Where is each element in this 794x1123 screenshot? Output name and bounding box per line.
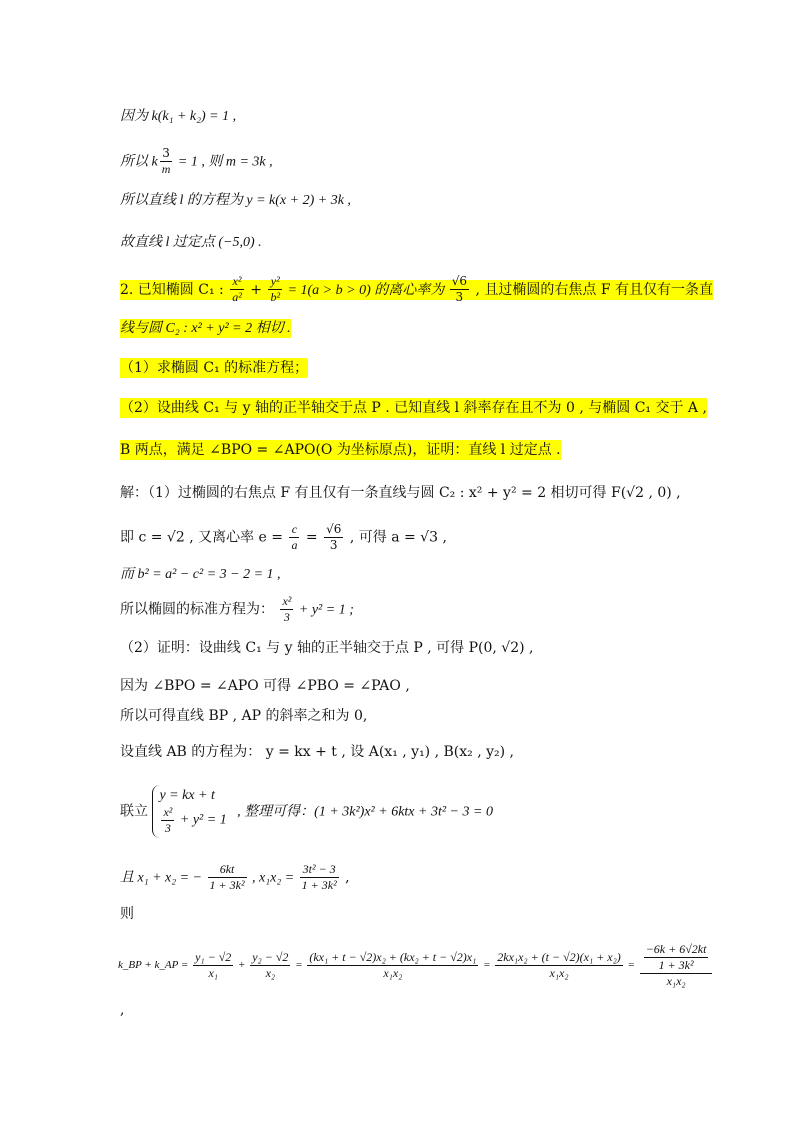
question-line-1 xyxy=(120,274,713,305)
numerator: y² xyxy=(268,274,282,290)
solution-line-6 xyxy=(120,676,410,696)
text: 因为 k(k₁ + k₂) = 1 , xyxy=(120,109,237,124)
text: + xyxy=(235,959,249,972)
line-3 xyxy=(120,190,351,211)
text: 所以椭圆的标准方程为： xyxy=(120,601,279,618)
question-sub-2a xyxy=(120,398,707,418)
text: , xyxy=(120,1002,125,1018)
denominator: a xyxy=(291,538,298,552)
denominator: a² xyxy=(232,290,242,304)
line-1 xyxy=(120,106,236,127)
text: k_BP + k_AP = xyxy=(118,959,192,972)
text: 所以 k xyxy=(120,154,158,170)
solution-line-5 xyxy=(120,638,534,658)
text: （2）设曲线 C₁ 与 y 轴的正半轴交于点 P . 已知直线 l 斜率存在且不为 0 , 与椭圆 C₁ 交于 A , xyxy=(120,400,707,416)
fraction xyxy=(324,522,343,553)
solution-line-10 xyxy=(120,862,350,893)
numerator: x² xyxy=(282,594,292,608)
solution-line-12 xyxy=(118,942,714,989)
solution-line-13 xyxy=(120,1000,124,1020)
text: + y² = 1 ; xyxy=(295,602,354,618)
text: = xyxy=(292,959,306,972)
text: = 1(a > b > 0) 的离心率为 xyxy=(284,282,448,298)
equation: y = kx + t xyxy=(159,788,215,803)
numerator: (kx₁ + t − √2)x₂ + (kx₂ + t − √2)x₁ xyxy=(309,950,477,964)
solution-line-2 xyxy=(120,522,447,553)
denominator: 1 + 3k² xyxy=(658,958,694,972)
text: 故直线 l 过定点 (−5,0) . xyxy=(120,235,262,250)
fraction xyxy=(289,522,299,553)
text: , x₁x₂ = xyxy=(248,870,298,886)
numerator: −6k + 6√2kt xyxy=(645,942,707,956)
question-sub-1 xyxy=(120,358,308,378)
text: 所以直线 l 的方程为 y = k(x + 2) + 3k , xyxy=(120,193,351,208)
fraction xyxy=(495,950,623,981)
numerator: 3 xyxy=(160,146,173,162)
text: 而 b² = a² − c² = 3 − 2 = 1 , xyxy=(120,567,281,582)
text: （1）求椭圆 C₁ 的标准方程； xyxy=(120,360,309,376)
solution-line-1 xyxy=(120,483,681,503)
highlight: 2. 已知椭圆 C₁ : $\frac{\text{x²}}{\text{a²}}$ + $\frac{\text{y²}}{\text{b²}}$ = 1(a > b > 0) 的离心率为 $\frac{√6}{3}$ , 且过椭圆的右焦点 F 有且仅有一条直 xyxy=(120,274,713,304)
solution-line-9 xyxy=(120,785,493,838)
solution-line-4 xyxy=(120,594,354,625)
fraction xyxy=(300,862,339,893)
text: 解：（1）过椭圆的右焦点 F 有且仅有一条直线与圆 C₂ : x² + y² = 2 相切可得 F(√2 , 0) , xyxy=(120,485,681,501)
fraction xyxy=(160,146,173,177)
fraction xyxy=(450,274,469,305)
text: 即 c = √2 , 又离心率 e = xyxy=(120,529,288,546)
text: = xyxy=(301,529,323,546)
text: 线与圆 C₂ : x² + y² = 2 相切 . xyxy=(120,321,291,336)
text: , 可得 a = √3 , xyxy=(345,529,447,546)
fraction xyxy=(230,274,244,305)
numerator: √6 xyxy=(451,274,468,288)
numerator: √6 xyxy=(326,522,342,536)
text: 则 xyxy=(120,906,134,922)
fraction xyxy=(250,950,290,981)
text: （2）证明：设曲线 C₁ 与 y 轴的正半轴交于点 P , 可得 P(0, √2) , xyxy=(120,640,534,656)
denominator: x₂ xyxy=(265,966,276,980)
denominator: x₁x₂ xyxy=(383,966,403,980)
numerator: x² xyxy=(230,274,244,290)
denominator: 1 + 3k² xyxy=(301,878,337,892)
denominator: b² xyxy=(270,290,281,304)
denominator: 3 xyxy=(329,538,338,552)
numerator: y₁ − √2 xyxy=(195,950,232,964)
denominator: 3 xyxy=(164,821,171,835)
line-2 xyxy=(120,146,273,177)
text: = xyxy=(480,959,494,972)
text: 设直线 AB 的方程为： y = kx + t , 设 A(x₁ , y₁) , B(x₂ , y₂) , xyxy=(120,744,514,760)
numerator: y₂ − √2 xyxy=(252,950,289,964)
denominator: x₁x₂ xyxy=(666,974,686,988)
fraction xyxy=(161,805,174,836)
text: = 1 , 则 m = 3k , xyxy=(174,154,273,170)
question-line-2 xyxy=(120,318,291,339)
text: 2. 已知椭圆 C₁ : xyxy=(120,281,229,298)
fraction xyxy=(280,594,293,625)
line-4 xyxy=(120,232,262,253)
numerator: c xyxy=(289,522,299,538)
denominator: 3 xyxy=(283,610,290,624)
fraction xyxy=(268,274,282,305)
fraction xyxy=(307,950,478,981)
fraction xyxy=(193,950,233,981)
fraction xyxy=(640,942,713,989)
text: 所以可得直线 BP , AP 的斜率之和为 0, xyxy=(120,708,368,724)
numerator: 6kt xyxy=(208,862,247,878)
solution-line-7 xyxy=(120,706,367,726)
numerator: x² xyxy=(163,805,173,819)
equation-system xyxy=(152,785,232,838)
equation xyxy=(159,805,226,836)
text: , 整理可得：(1 + 3k²)x² + 6ktx + 3t² − 3 = 0 xyxy=(237,804,493,820)
numerator: 2kx₁x₂ + (t − √2)(x₁ + x₂) xyxy=(497,950,621,964)
denominator: m xyxy=(161,162,171,176)
denominator: 3 xyxy=(455,290,464,304)
fraction xyxy=(644,942,709,973)
denominator: x₁ xyxy=(208,966,218,980)
text: 且 x₁ + x₂ = − xyxy=(120,870,206,886)
numerator xyxy=(640,942,713,974)
text: , xyxy=(340,869,350,886)
question-sub-2b xyxy=(120,440,561,460)
text: = xyxy=(624,959,638,972)
text: 联立 xyxy=(120,803,148,820)
text: + y² = 1 xyxy=(176,812,227,828)
solution-line-3 xyxy=(120,564,281,585)
solution-line-11 xyxy=(120,904,134,924)
solution-line-8 xyxy=(120,742,514,762)
numerator: 3t² − 3 xyxy=(300,862,339,878)
text: B 两点，满足 ∠BPO = ∠APO(O 为坐标原点)，证明：直线 l 过定点 . xyxy=(120,442,561,458)
fraction xyxy=(208,862,247,893)
denominator: x₁x₂ xyxy=(549,966,569,980)
text: 因为 ∠BPO = ∠APO 可得 ∠PBO = ∠PAO , xyxy=(120,678,410,694)
denominator: 1 + 3k² xyxy=(209,878,245,892)
text: , 且过椭圆的右焦点 F 有且仅有一条直 xyxy=(471,281,713,298)
